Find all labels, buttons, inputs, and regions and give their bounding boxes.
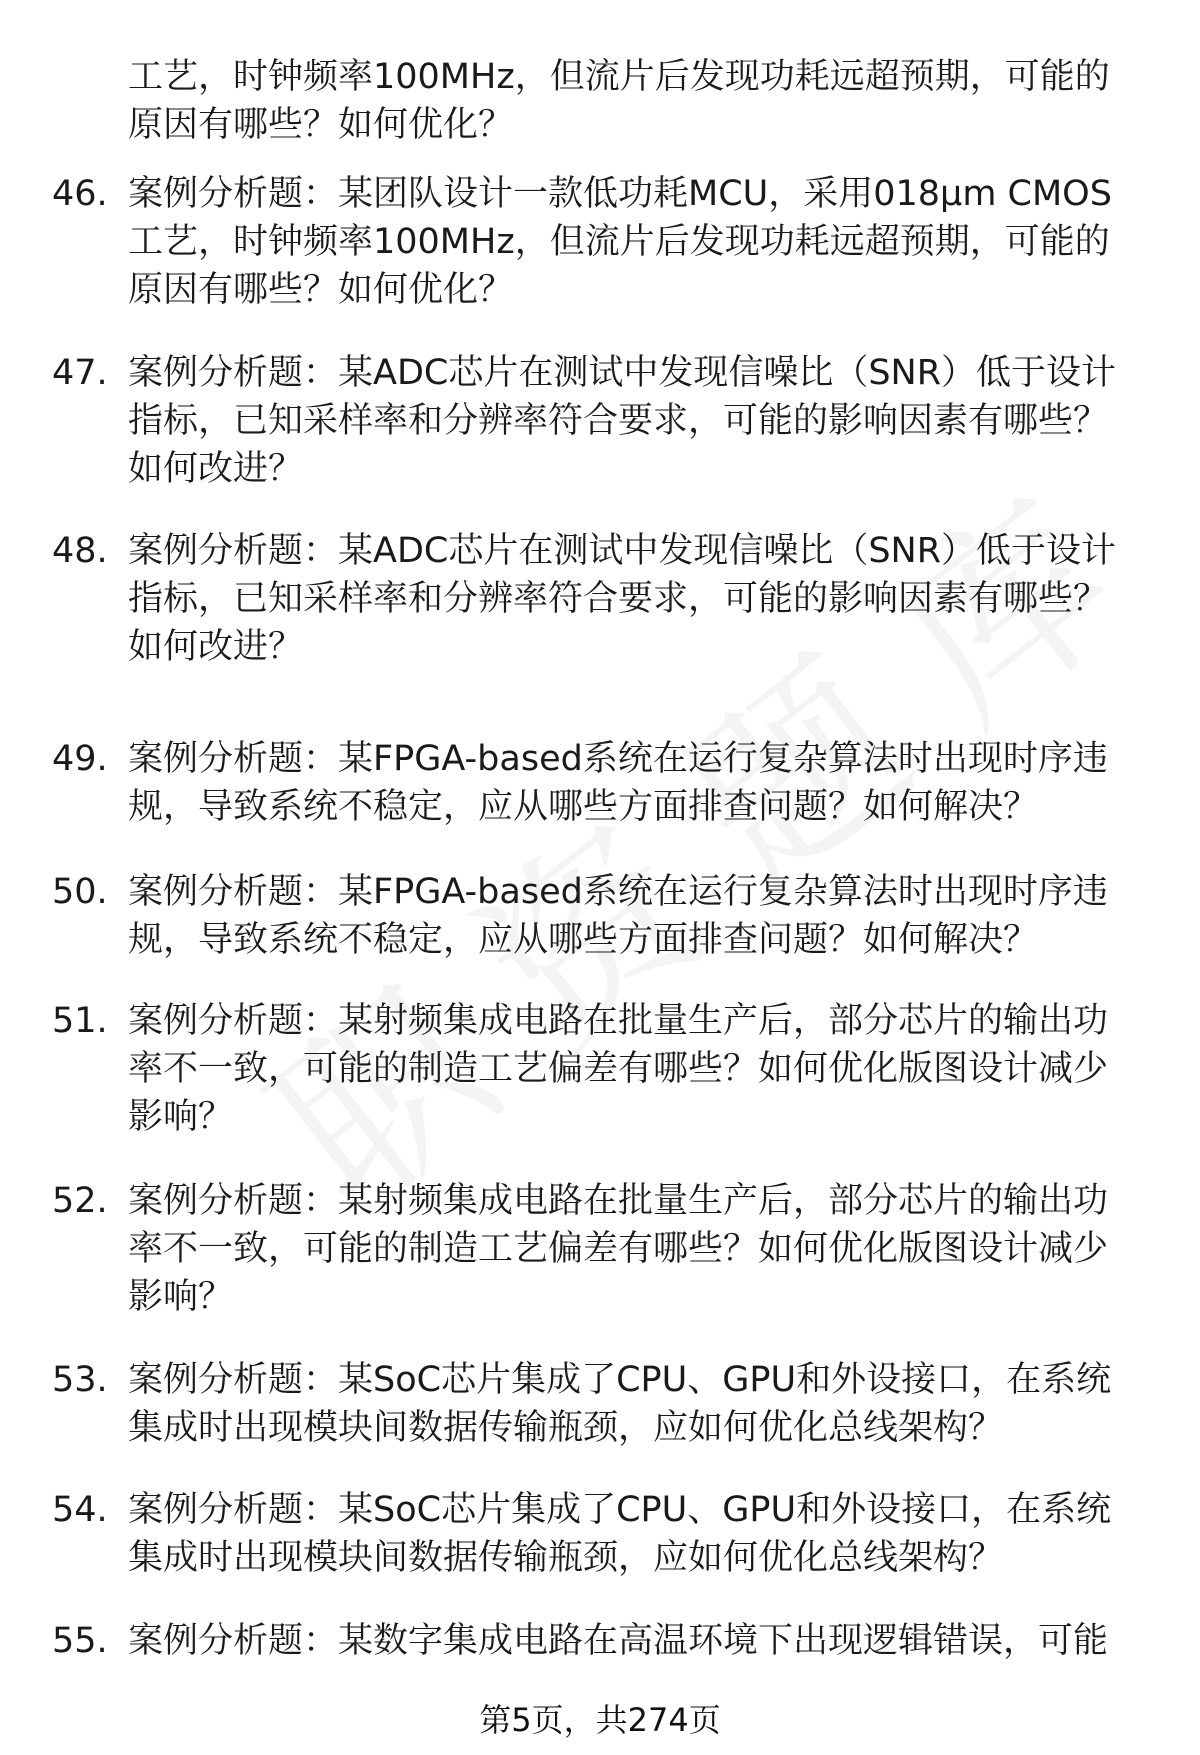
question-line: 影响？ [128,1097,234,1137]
question-number: 49. [52,739,108,779]
carryover-line: 工艺，时钟频率100MHz，但流片后发现功耗远超预期，可能的 [128,57,1110,97]
question-line: 工艺，时钟频率100MHz，但流片后发现功耗远超预期，可能的 [128,222,1110,262]
question-line: 影响？ [128,1277,234,1317]
carryover-text [128,53,1148,149]
question-text [128,997,1148,1141]
page-footer: 第5页，共274页 [479,1701,721,1739]
question-line: 集成时出现模块间数据传输瓶颈，应如何优化总线架构？ [128,1538,1004,1578]
question-line: 案例分析题：某射频集成电路在批量生产后，部分芯片的输出功 [128,1001,1109,1041]
question-line: 指标，已知采样率和分辨率符合要求，可能的影响因素有哪些？ [128,401,1109,441]
question-number: 46. [52,174,108,214]
carryover-line: 原因有哪些？如何优化？ [128,105,514,145]
question-text [128,1617,1148,1665]
question-text [128,1486,1148,1582]
question-number: 52. [52,1181,108,1221]
question-number: 47. [52,353,108,393]
question-line: 率不一致，可能的制造工艺偏差有哪些？如何优化版图设计减少 [128,1229,1109,1269]
question-number: 53. [52,1360,108,1400]
question-line: 规，导致系统不稳定，应从哪些方面排查问题？如何解决？ [128,920,1039,960]
question-line: 案例分析题：某FPGA-based系统在运行复杂算法时出现时序违 [128,872,1108,912]
question-text [128,868,1148,964]
question-number: 54. [52,1490,108,1530]
question-line: 案例分析题：某ADC芯片在测试中发现信噪比（SNR）低于设计 [128,353,1117,393]
question-text [128,1356,1148,1452]
question-line: 规，导致系统不稳定，应从哪些方面排查问题？如何解决？ [128,787,1039,827]
question-line: 案例分析题：某ADC芯片在测试中发现信噪比（SNR）低于设计 [128,531,1117,571]
question-line: 原因有哪些？如何优化？ [128,270,514,310]
question-line: 如何改进？ [128,449,304,489]
question-number: 55. [52,1621,108,1661]
question-text [128,1177,1148,1321]
question-number: 51. [52,1001,108,1041]
question-line: 案例分析题：某数字集成电路在高温环境下出现逻辑错误，可能 [128,1621,1109,1661]
question-line: 指标，已知采样率和分辨率符合要求，可能的影响因素有哪些？ [128,579,1109,619]
question-line: 如何改进？ [128,627,304,667]
question-line: 案例分析题：某SoC芯片集成了CPU、GPU和外设接口，在系统 [128,1490,1112,1530]
question-text [128,349,1148,493]
question-number: 48. [52,531,108,571]
question-line: 案例分析题：某FPGA-based系统在运行复杂算法时出现时序违 [128,739,1108,779]
question-line: 案例分析题：某射频集成电路在批量生产后，部分芯片的输出功 [128,1181,1109,1221]
question-line: 率不一致，可能的制造工艺偏差有哪些？如何优化版图设计减少 [128,1049,1109,1089]
question-line: 案例分析题：某SoC芯片集成了CPU、GPU和外设接口，在系统 [128,1360,1112,1400]
question-text [128,527,1148,671]
question-text [128,170,1148,314]
question-line: 集成时出现模块间数据传输瓶颈，应如何优化总线架构？ [128,1408,1004,1448]
question-number: 50. [52,872,108,912]
question-text [128,735,1148,831]
question-line: 案例分析题：某团队设计一款低功耗MCU，采用018μm CMOS [128,174,1112,214]
